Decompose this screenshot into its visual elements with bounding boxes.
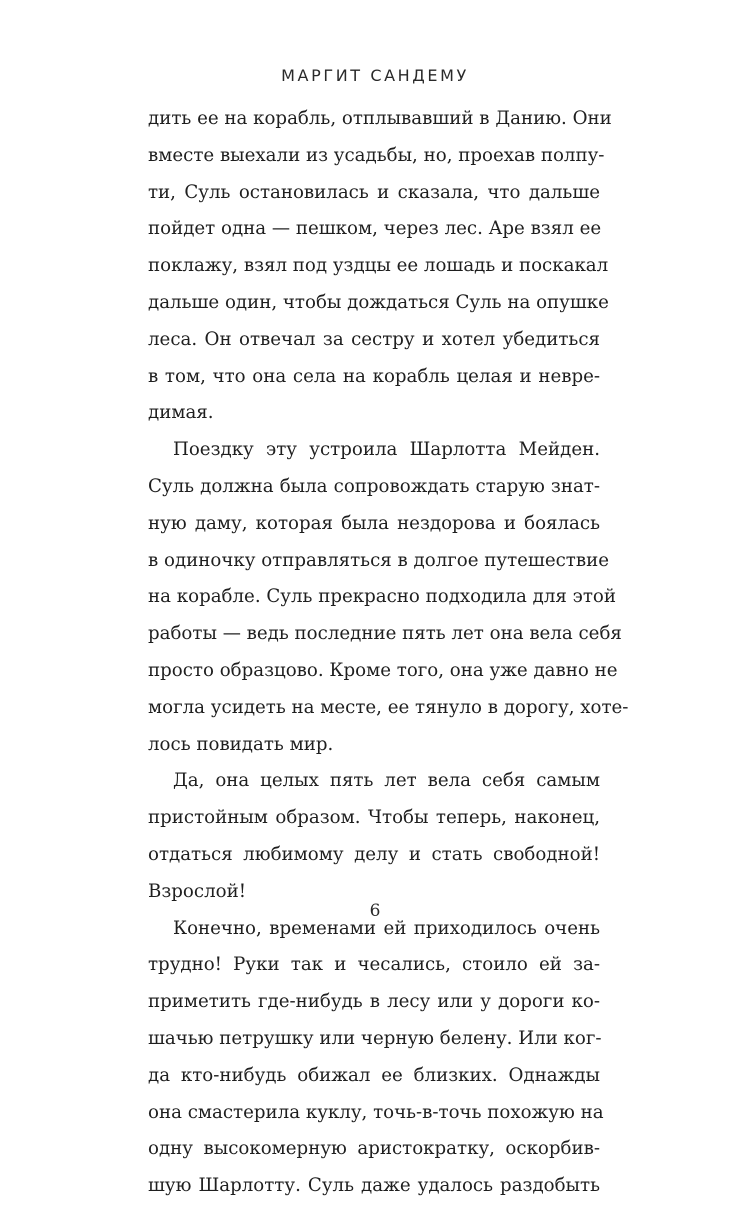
text-line: шачью петрушку или черную белену. Или ког- <box>148 1027 602 1049</box>
text-line: трудно! Руки так и чесались, стоило ей за- <box>148 954 600 976</box>
text-line: поклажу, взял под уздцы ее лошадь и поскакал <box>148 255 609 277</box>
text-line: вместе выехали из усадьбы, но, проехав полпу- <box>148 144 605 166</box>
paragraph <box>148 763 600 910</box>
text-line: пристойным образом. Чтобы теперь, наконец, <box>148 807 600 829</box>
text-line: Взрослой! <box>148 880 246 902</box>
body-text <box>148 101 629 1205</box>
text-line: в том, что она села на корабль целая и невре- <box>148 365 600 387</box>
page-number: 6 <box>369 901 381 921</box>
paragraph <box>148 432 629 763</box>
text-line: в одиночку отправляться в долгое путешествие <box>148 549 609 571</box>
text-line: димая. <box>148 402 214 424</box>
text-line: да кто-нибудь обижал ее близких. Однажды <box>148 1064 600 1086</box>
text-line: на корабле. Суль прекрасно подходила для этой <box>148 586 616 608</box>
paragraph <box>148 911 604 1205</box>
text-line: Да, она целых пять лет вела себя самым <box>173 770 600 792</box>
text-line: дальше один, чтобы дождаться Суль на опушке <box>148 291 609 313</box>
text-line: ти, Суль остановилась и сказала, что дальше <box>148 181 600 203</box>
running-head: МАРГИТ САНДЕМУ <box>281 66 469 85</box>
text-line: могла усидеть на месте, ее тянуло в дорогу, хоте- <box>148 696 629 718</box>
text-line: дить ее на корабль, отплывавший в Данию. Они <box>148 108 612 129</box>
text-line: шую Шарлотту. Суль даже удалось раздобыть <box>148 1175 600 1197</box>
text-line: приметить где-нибудь в лесу или у дороги ко- <box>148 991 600 1013</box>
text-line: работы — ведь последние пять лет она вела себя <box>148 623 622 645</box>
text-line: отдаться любимому делу и стать свободной! <box>148 843 600 865</box>
text-line: Суль должна была сопровождать старую знат- <box>148 475 600 497</box>
text-line: Поездку эту устроила Шарлотта Мейден. <box>173 439 600 461</box>
text-line: Конечно, временами ей приходилось очень <box>173 917 600 939</box>
text-line: леса. Он отвечал за сестру и хотел убедиться <box>148 328 600 350</box>
paragraph <box>148 101 612 432</box>
text-line: лось повидать мир. <box>148 733 334 755</box>
text-line: пойдет одна — пешком, через лес. Аре взял ее <box>148 218 602 240</box>
text-line: ную даму, которая была нездорова и боялась <box>148 512 600 534</box>
text-line: просто образцово. Кроме того, она уже давно не <box>148 659 618 681</box>
text-line: она смастерила куклу, точь-в-точь похожую на <box>148 1101 604 1123</box>
text-line: одну высокомерную аристократку, оскорбив- <box>148 1138 600 1160</box>
